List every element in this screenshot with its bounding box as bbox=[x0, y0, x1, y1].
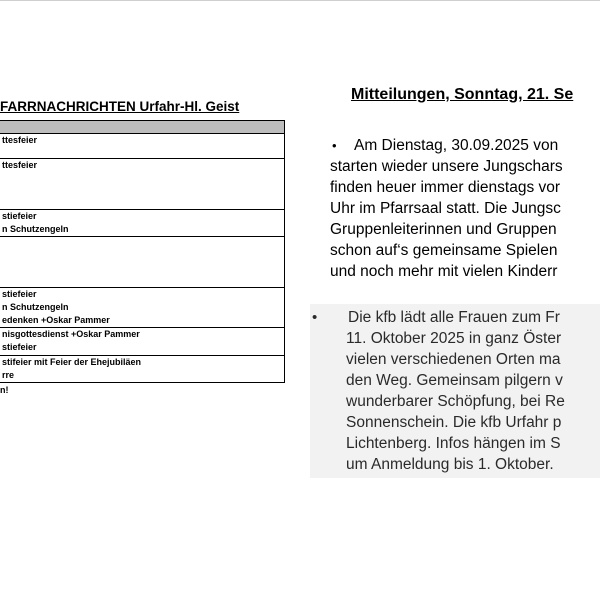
cell-line: stiefeier bbox=[2, 211, 37, 221]
announcement-line: Uhr im Pfarrsaal statt. Die Jungsc bbox=[330, 200, 561, 217]
announcement-line: und noch mehr mit vielen Kinderr bbox=[330, 263, 558, 280]
cell-line: rre bbox=[2, 370, 15, 380]
announcement-line: finden heuer immer dienstags vor bbox=[330, 179, 561, 196]
announcement-body bbox=[346, 328, 565, 475]
announcements-heading: Mitteilungen, Sonntag, 21. Se bbox=[351, 86, 574, 103]
cell-line: stiefeier bbox=[2, 289, 37, 299]
announcement-line: vielen verschiedenen Orten ma bbox=[346, 351, 561, 368]
announcement-line: den Weg. Gemeinsam pilgern v bbox=[346, 372, 563, 389]
announcement-line: Gruppenleiterinnen und Gruppen bbox=[330, 221, 557, 238]
announcement-line: um Anmeldung bis 1. Oktober. bbox=[346, 456, 554, 473]
table-row bbox=[0, 237, 285, 288]
table-cell bbox=[0, 288, 285, 328]
table-header-cell bbox=[0, 121, 285, 134]
announcement-line: Am Dienstag, 30.09.2025 von bbox=[354, 137, 559, 154]
table-cell bbox=[0, 237, 285, 288]
table-cell bbox=[0, 356, 285, 383]
announcement-body bbox=[330, 156, 563, 282]
service-schedule-table bbox=[0, 120, 285, 383]
announcement-line: schon auf‘s gemeinsame Spielen bbox=[330, 242, 558, 259]
bullet-icon: • bbox=[312, 309, 318, 326]
announcement-line: Lichtenberg. Infos hängen im S bbox=[346, 435, 561, 452]
table-footnote: n! bbox=[0, 385, 9, 395]
announcement-line: wunderbarer Schöpfung, bei Re bbox=[346, 393, 565, 410]
announcement-kfb bbox=[310, 304, 600, 478]
top-border-line bbox=[0, 0, 600, 1]
cell-line: edenken +Oskar Pammer bbox=[2, 315, 110, 325]
cell-line: n Schutzengeln bbox=[2, 224, 69, 234]
cell-line: n Schutzengeln bbox=[2, 302, 69, 312]
cell-line: nisgottesdienst +Oskar Pammer bbox=[2, 329, 140, 339]
parish-news-heading: FARRNACHRICHTEN Urfahr-Hl. Geist bbox=[0, 99, 240, 114]
table-row bbox=[0, 134, 285, 159]
table-cell bbox=[0, 328, 285, 356]
announcement-line: Die kfb lädt alle Frauen zum Fr bbox=[348, 309, 560, 326]
table-row bbox=[0, 356, 285, 383]
bullet-icon: • bbox=[332, 138, 337, 153]
announcement-line: Sonnenschein. Die kfb Urfahr p bbox=[346, 414, 562, 431]
table-row bbox=[0, 288, 285, 328]
announcement-line: 11. Oktober 2025 in ganz Öster bbox=[346, 330, 562, 347]
cell-line: ttesfeier bbox=[2, 160, 38, 170]
table-cell bbox=[0, 134, 285, 159]
table-header-row bbox=[0, 121, 285, 134]
cell-line: stifeier mit Feier der Ehejubiläen bbox=[2, 357, 142, 367]
table-row bbox=[0, 328, 285, 356]
cell-line: stiefeier bbox=[2, 342, 37, 352]
cell-line: ttesfeier bbox=[2, 135, 38, 145]
table-cell bbox=[0, 159, 285, 210]
table-row bbox=[0, 159, 285, 210]
table-row bbox=[0, 210, 285, 237]
table-cell bbox=[0, 210, 285, 237]
announcement-line: starten wieder unsere Jungschars bbox=[330, 158, 563, 175]
